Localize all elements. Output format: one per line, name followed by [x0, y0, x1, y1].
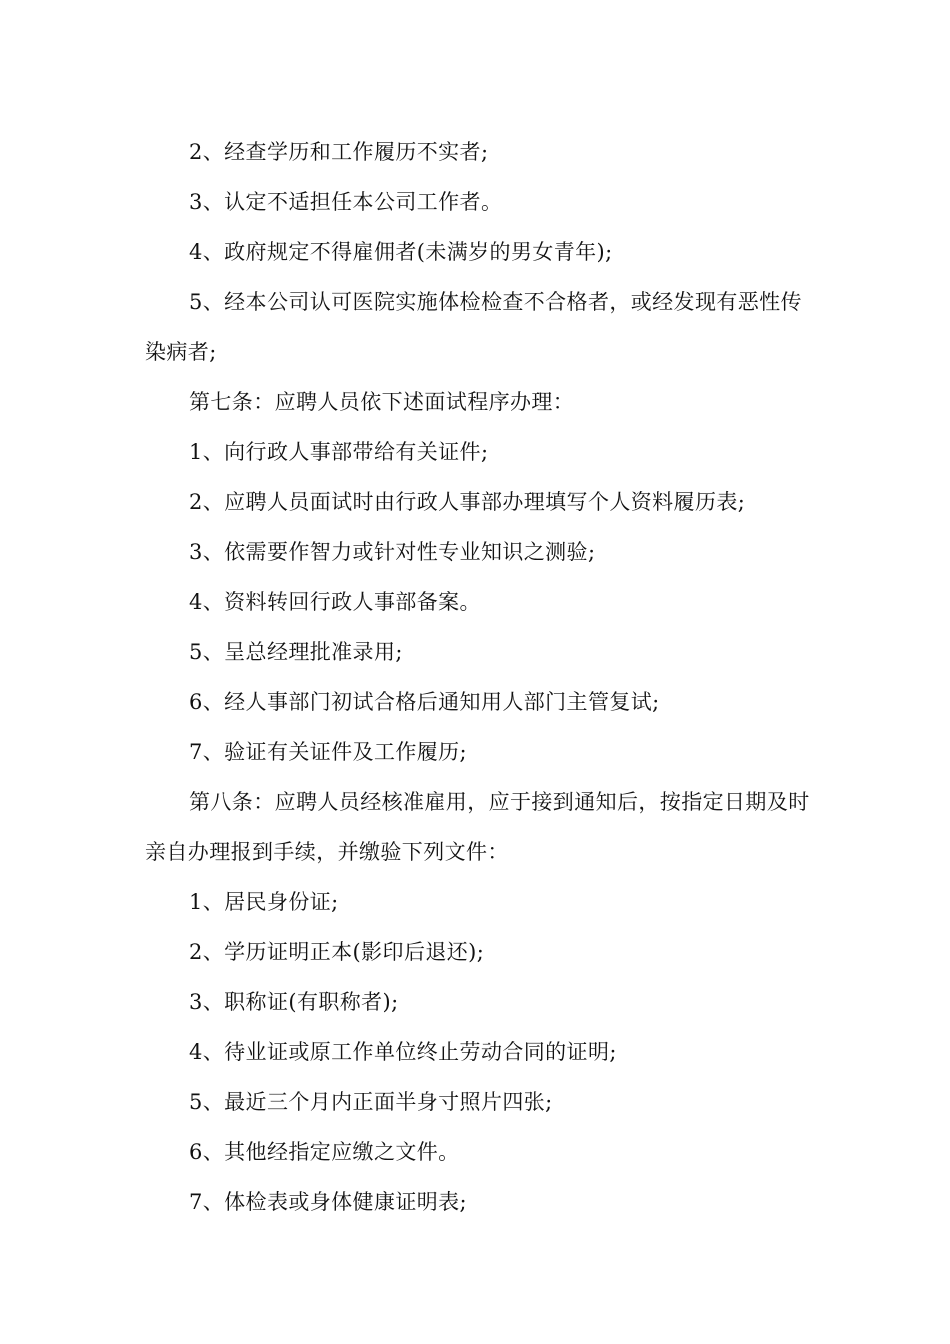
paragraph: 4、资料转回行政人事部备案。 — [189, 590, 481, 614]
article-heading: 第七条：应聘人员依下述面试程序办理： — [189, 390, 575, 414]
paragraph: 5、经本公司认可医院实施体检检查不合格者，或经发现有恶性传染病者; — [145, 290, 802, 364]
article-heading: 第八条：应聘人员经核准雇用，应于接到通知后，按指定日期及时亲自办理报到手续，并缴验下列文件： — [145, 790, 810, 864]
paragraph: 1、向行政人事部带给有关证件; — [189, 440, 489, 464]
paragraph: 2、学历证明正本(影印后退还); — [189, 940, 485, 964]
paragraph: 5、呈总经理批准录用; — [189, 640, 403, 664]
paragraph: 5、最近三个月内正面半身寸照片四张; — [189, 1090, 553, 1114]
paragraph: 3、认定不适担任本公司工作者。 — [189, 190, 503, 214]
paragraph: 2、经查学历和工作履历不实者; — [189, 140, 489, 164]
paragraph: 6、其他经指定应缴之文件。 — [189, 1140, 460, 1164]
paragraph: 2、应聘人员面试时由行政人事部办理填写个人资料履历表; — [189, 490, 746, 514]
paragraph: 3、职称证(有职称者); — [189, 990, 399, 1014]
paragraph: 6、经人事部门初试合格后通知用人部门主管复试; — [189, 690, 660, 714]
paragraph: 3、依需要作智力或针对性专业知识之测验; — [189, 540, 596, 564]
paragraph: 7、体检表或身体健康证明表; — [189, 1190, 468, 1214]
paragraph: 7、验证有关证件及工作履历; — [189, 740, 468, 764]
paragraph: 4、政府规定不得雇佣者(未满岁的男女青年); — [189, 240, 613, 264]
paragraph: 1、居民身份证; — [189, 890, 339, 914]
document-page — [145, 127, 810, 1227]
paragraph: 4、待业证或原工作单位终止劳动合同的证明; — [189, 1040, 617, 1064]
